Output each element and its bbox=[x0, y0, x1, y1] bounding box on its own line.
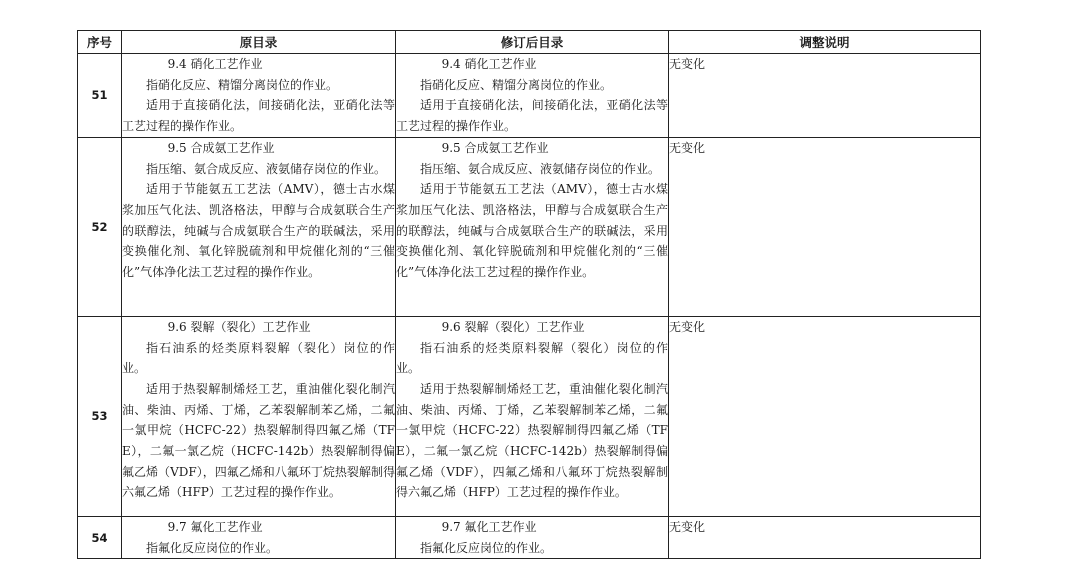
entry-paragraph: 适用于热裂解制烯烃工艺，重油催化裂化制汽油、柴油、丙烯、丁烯，乙苯裂解制苯乙烯，二氟一氯甲烷（HCFC-22）热裂解制得四氟乙烯（TFE），二氟一氯乙烷（HCFC-142b）热裂解制得偏氟乙烯（VDF），四氟乙烯和八氟环丁烷热裂解制得六氟乙烯（HFP）工艺过程的操作作业。 bbox=[122, 381, 395, 500]
header-original: 原目录 bbox=[122, 31, 396, 54]
header-note: 调整说明 bbox=[669, 31, 981, 54]
table-row bbox=[78, 516, 981, 558]
original-entry bbox=[122, 316, 396, 516]
entry-title: 9.7 氟化工艺作业 bbox=[167, 519, 263, 534]
revised-entry bbox=[396, 54, 669, 138]
entry-paragraph: 适用于节能氨五工艺法（AMV），德士古水煤浆加压气化法、凯洛格法，甲醇与合成氨联合生产的联醇法，纯碱与合成氨联合生产的联碱法，采用变换催化剂、氧化锌脱硫剂和甲烷催化剂的“三催化”气体净化法工艺过程的操作作业。 bbox=[122, 182, 395, 280]
entry-paragraph: 指氟化反应岗位的作业。 bbox=[420, 540, 553, 555]
entry-paragraph: 指石油系的烃类原料裂解（裂化）岗位的作业。 bbox=[396, 340, 668, 376]
adjustment-note: 无变化 bbox=[669, 316, 981, 516]
entry-title: 9.4 硝化工艺作业 bbox=[167, 57, 263, 71]
original-entry bbox=[122, 137, 396, 316]
adjustment-note: 无变化 bbox=[669, 516, 981, 558]
entry-paragraph: 指硝化反应、精馏分离岗位的作业。 bbox=[146, 77, 339, 92]
header-row bbox=[78, 31, 981, 54]
catalog-comparison-table bbox=[77, 30, 981, 559]
revised-entry bbox=[396, 137, 669, 316]
entry-title: 9.4 硝化工艺作业 bbox=[441, 57, 537, 71]
entry-paragraph: 适用于直接硝化法，间接硝化法，亚硝化法等工艺过程的操作作业。 bbox=[396, 98, 668, 134]
adjustment-note: 无变化 bbox=[669, 54, 981, 138]
entry-title: 9.5 合成氨工艺作业 bbox=[167, 140, 275, 155]
revised-entry bbox=[396, 516, 669, 558]
revised-entry bbox=[396, 316, 669, 516]
entry-paragraph: 指压缩、氨合成反应、液氨储存岗位的作业。 bbox=[146, 161, 387, 176]
original-entry bbox=[122, 54, 396, 138]
row-seq: 54 bbox=[78, 516, 122, 558]
entry-title: 9.7 氟化工艺作业 bbox=[441, 519, 537, 534]
adjustment-note: 无变化 bbox=[669, 137, 981, 316]
entry-paragraph: 指石油系的烃类原料裂解（裂化）岗位的作业。 bbox=[122, 340, 395, 376]
row-seq: 53 bbox=[78, 316, 122, 516]
entry-paragraph: 指氟化反应岗位的作业。 bbox=[146, 540, 279, 555]
original-entry bbox=[122, 516, 396, 558]
row-seq: 51 bbox=[78, 54, 122, 138]
table-row bbox=[78, 137, 981, 316]
table-row bbox=[78, 54, 981, 138]
entry-paragraph: 适用于节能氨五工艺法（AMV），德士古水煤浆加压气化法、凯洛格法，甲醇与合成氨联合生产的联醇法，纯碱与合成氨联合生产的联碱法，采用变换催化剂、氧化锌脱硫剂和甲烷催化剂的“三催化”气体净化法工艺过程的操作作业。 bbox=[396, 182, 668, 280]
entry-paragraph: 适用于直接硝化法，间接硝化法，亚硝化法等工艺过程的操作作业。 bbox=[122, 98, 395, 134]
header-seq: 序号 bbox=[78, 31, 122, 54]
entry-title: 9.6 裂解（裂化）工艺作业 bbox=[441, 319, 585, 334]
entry-paragraph: 适用于热裂解制烯烃工艺，重油催化裂化制汽油、柴油、丙烯、丁烯，乙苯裂解制苯乙烯，二氟一氯甲烷（HCFC-22）热裂解制得四氟乙烯（TFE），二氟一氯乙烷（HCFC-142b）热裂解制得偏氟乙烯（VDF），四氟乙烯和八氟环丁烷热裂解制得六氟乙烯（HFP）工艺过程的操作作业。 bbox=[396, 381, 668, 500]
header-revised: 修订后目录 bbox=[396, 31, 669, 54]
table-row bbox=[78, 316, 981, 516]
entry-title: 9.6 裂解（裂化）工艺作业 bbox=[167, 319, 311, 334]
entry-title: 9.5 合成氨工艺作业 bbox=[441, 140, 549, 155]
entry-paragraph: 指硝化反应、精馏分离岗位的作业。 bbox=[420, 77, 613, 92]
row-seq: 52 bbox=[78, 137, 122, 316]
entry-paragraph: 指压缩、氨合成反应、液氨储存岗位的作业。 bbox=[420, 161, 661, 176]
